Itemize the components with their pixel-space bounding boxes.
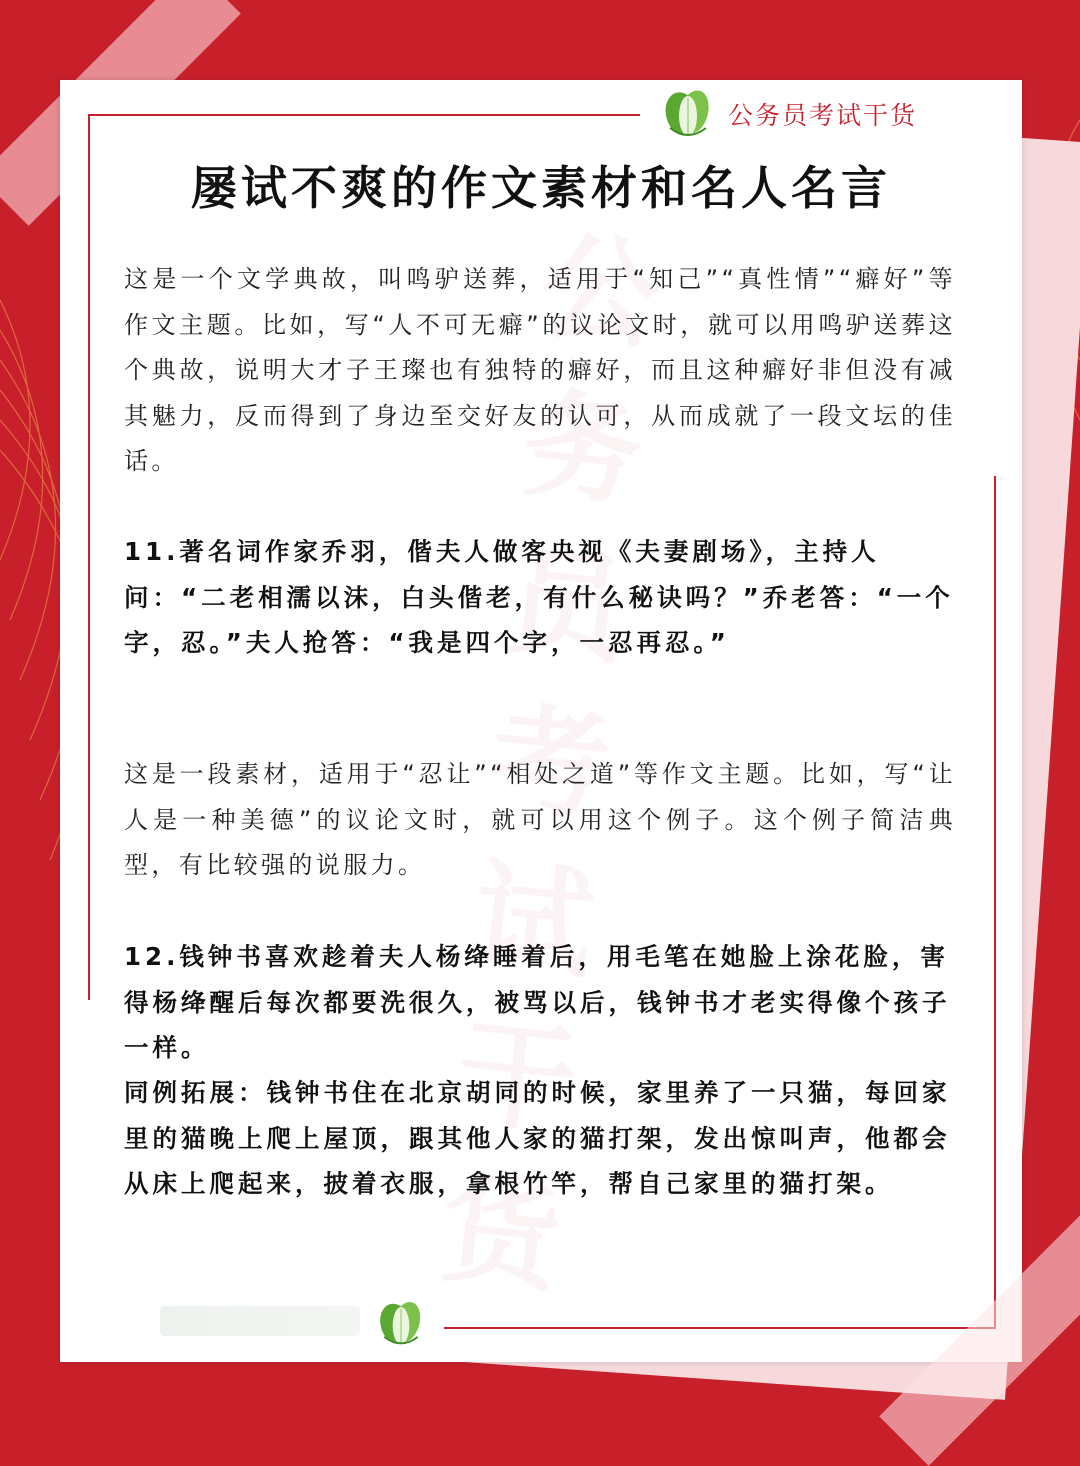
- footer-blurred-text: [160, 1306, 360, 1336]
- paragraph-2: 11.著名词作家乔羽，偕夫人做客央视《夫妻剧场》，主持人问：“二老相濡以沫，白头偕老，有什么秘诀吗？”乔老答：“一个字，忍。”夫人抢答：“我是四个字，一忍再忍。”: [124, 537, 954, 657]
- paragraph-5: 同例拓展：钱钟书住在北京胡同的时候，家里养了一只猫，每回家里的猫晚上爬上屋顶，跟其他人家的猫打架，发出惊叫声，他都会从床上爬起来，披着衣服，拿根竹竿，帮自己家里的猫打架。: [124, 1078, 951, 1198]
- page-title: 屡试不爽的作文素材和名人名言: [191, 161, 891, 215]
- paragraph-1: 这是一个文学典故，叫鸣驴送葬，适用于“知己”“真性情”“癖好”等作文主题。比如，写“人不可无癖”的议论文时，就可以用鸣驴送葬这个典故，说明大才子王璨也有独特的癖好，而且这种癖好非但没有减其魅力，反而得到了身边至交好友的认可，从而成就了一段文坛的佳话。: [124, 265, 956, 475]
- frame-rule-left: [88, 114, 90, 1000]
- paragraph-4: 12.钱钟书喜欢趁着夫人杨绛睡着后，用毛笔在她脸上涂花脸，害得杨绛醒后每次都要洗很久，被骂以后，钱钟书才老实得像个孩子一样。: [124, 942, 951, 1062]
- frame-rule-right: [994, 476, 996, 1328]
- cabbage-icon: [376, 1296, 426, 1348]
- frame-rule-top: [88, 114, 640, 116]
- paragraph-3: 这是一段素材，适用于“忍让”“相处之道”等作文主题。比如，写“让人是一种美德”的议论文时，就可以用这个例子。这个例子简洁典型，有比较强的说服力。: [124, 760, 956, 879]
- cabbage-icon: [662, 84, 714, 140]
- frame-rule-bottom: [444, 1327, 996, 1329]
- brand-name: 公务员考试干货: [728, 101, 918, 130]
